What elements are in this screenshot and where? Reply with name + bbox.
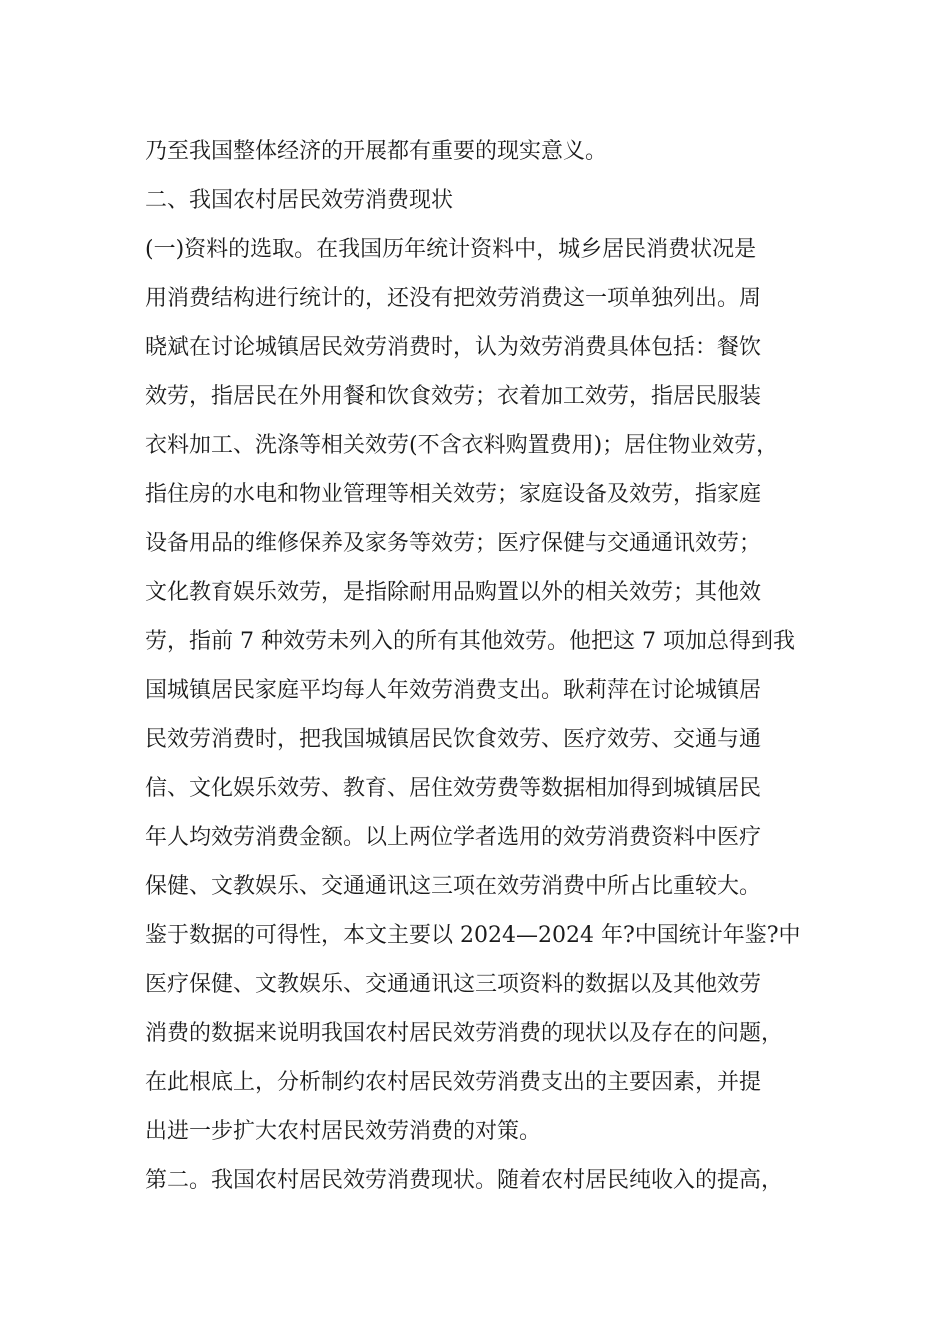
text-line-15: 年人均效劳消费金额。以上两位学者选用的效劳消费资料中医疗 xyxy=(145,825,762,850)
text-line-17: 鉴于数据的可得性，本文主要以 2024—2024 年?中国统计年鉴?中 xyxy=(145,923,801,948)
text-line-22: 第二。我国农村居民效劳消费现状。随着农村居民纯收入的提高， xyxy=(145,1168,784,1193)
text-line-14: 信、文化娱乐效劳、教育、居住效劳费等数据相加得到城镇居民 xyxy=(145,776,762,801)
text-line-19: 消费的数据来说明我国农村居民效劳消费的现状以及存在的问题， xyxy=(145,1021,784,1046)
text-line-3: (一)资料的选取。在我国历年统计资料中，城乡居民消费状况是 xyxy=(145,237,757,262)
text-line-6: 效劳，指居民在外用餐和饮食效劳；衣着加工效劳，指居民服装 xyxy=(145,384,762,409)
text-line-10: 文化教育娱乐效劳，是指除耐用品购置以外的相关效劳；其他效 xyxy=(145,580,762,605)
text-line-11: 劳，指前 7 种效劳未列入的所有其他效劳。他把这 7 项加总得到我 xyxy=(145,629,795,654)
text-line-16: 保健、文教娱乐、交通通讯这三项在效劳消费中所占比重较大。 xyxy=(145,874,762,899)
text-line-13: 民效劳消费时，把我国城镇居民饮食效劳、医疗效劳、交通与通 xyxy=(145,727,762,752)
section-heading: 二、我国农村居民效劳消费现状 xyxy=(145,188,454,213)
text-line-20: 在此根底上，分析制约农村居民效劳消费支出的主要因素，并提 xyxy=(145,1070,762,1095)
text-line-4: 用消费结构进行统计的，还没有把效劳消费这一项单独列出。周 xyxy=(145,286,762,311)
text-line-5: 晓斌在讨论城镇居民效劳消费时，认为效劳消费具体包括：餐饮 xyxy=(145,335,762,360)
text-line-12: 国城镇居民家庭平均每人年效劳消费支出。耿莉萍在讨论城镇居 xyxy=(145,678,762,703)
text-line-21: 出进一步扩大农村居民效劳消费的对策。 xyxy=(145,1119,542,1144)
text-line-9: 设备用品的维修保养及家务等效劳；医疗保健与交通通讯效劳； xyxy=(145,531,762,556)
text-line-7: 衣料加工、洗涤等相关效劳(不含衣料购置费用)；居住物业效劳， xyxy=(145,433,779,458)
text-line-18: 医疗保健、文教娱乐、交通通讯这三项资料的数据以及其他效劳 xyxy=(145,972,762,997)
text-line-8: 指住房的水电和物业管理等相关效劳；家庭设备及效劳，指家庭 xyxy=(145,482,762,507)
text-line-1: 乃至我国整体经济的开展都有重要的现实意义。 xyxy=(145,139,608,164)
document-body xyxy=(145,127,805,1205)
